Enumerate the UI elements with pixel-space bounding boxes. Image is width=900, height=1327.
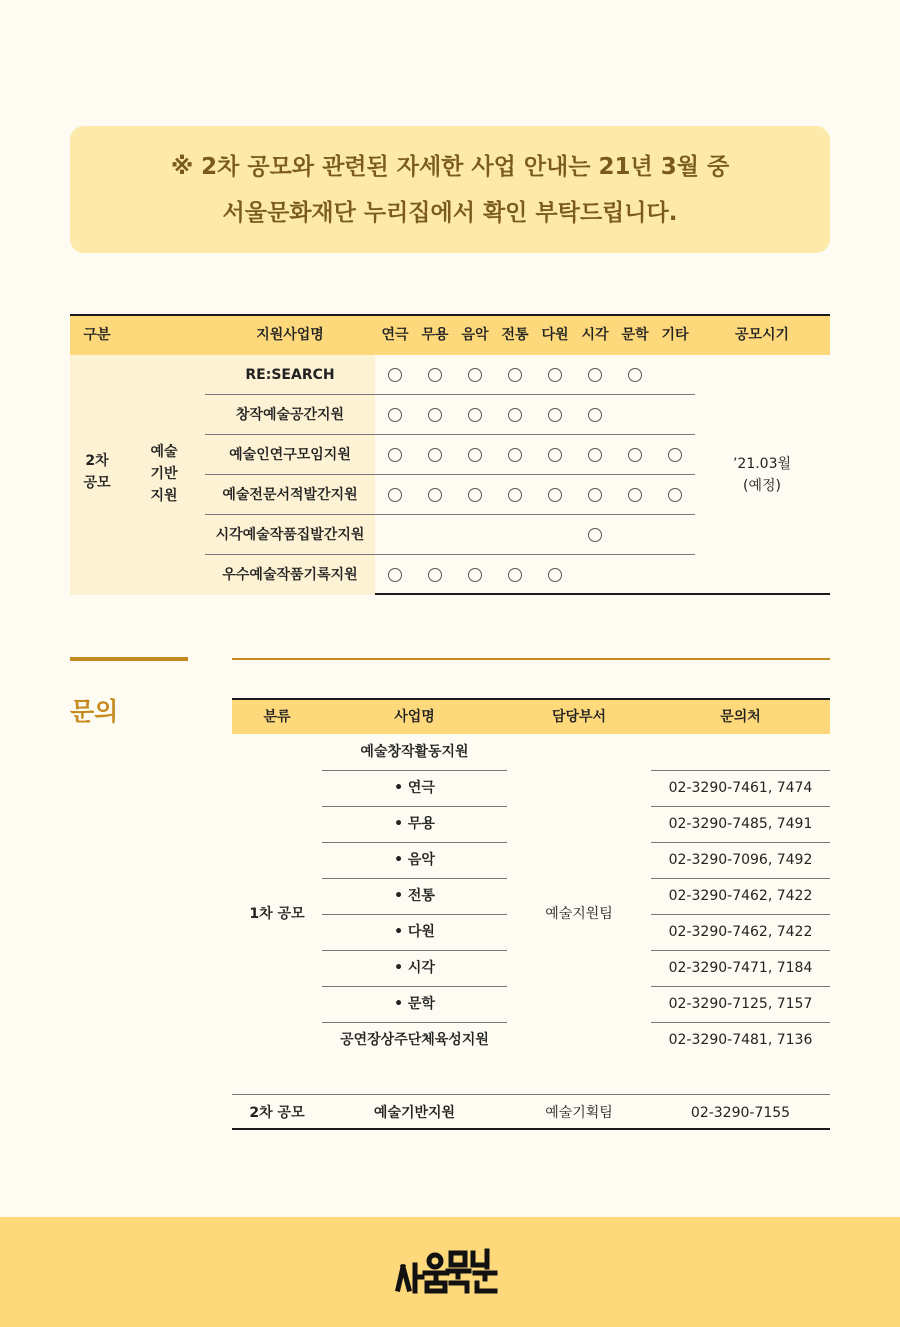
inquiry-program: 예술창작활동지원 [360, 744, 469, 760]
program-name: 시각예술작품집발간지원 [215, 527, 365, 543]
program-name: 예술인연구모임지원 [229, 447, 351, 463]
round2-contact: 02-3290-7155 [690, 1105, 791, 1121]
circle-mark-icon [508, 368, 522, 382]
inquiry-round1 [232, 734, 830, 1094]
circle-mark-icon [428, 568, 442, 582]
inquiry-contact: 02-3290-7096, 7492 [668, 852, 813, 868]
header-category: 구분 [83, 327, 111, 343]
circle-mark-icon [628, 488, 642, 502]
round2-program: 예술기반지원 [373, 1105, 456, 1121]
circle-mark-icon [428, 448, 442, 462]
schedule-row [205, 475, 695, 515]
circle-mark-icon [468, 448, 482, 462]
schedule-row [205, 555, 695, 595]
program-name: 우수예술작품기록지원 [222, 567, 358, 583]
inquiry-table [232, 698, 830, 1130]
circle-mark-icon [548, 448, 562, 462]
program-name: 창작예술공간지원 [235, 407, 345, 423]
schedule-table-header [70, 314, 830, 355]
circle-mark-icon [668, 488, 682, 502]
header-genre: 기타 [661, 327, 689, 343]
header-genre: 전통 [501, 327, 529, 343]
circle-mark-icon [428, 368, 442, 382]
header-genre: 무용 [421, 327, 449, 343]
schedule-table-body [70, 355, 830, 595]
schedule-row [205, 355, 695, 395]
header-contact: 문의처 [720, 709, 761, 725]
circle-mark-icon [628, 448, 642, 462]
header-period: 공모시기 [734, 327, 790, 343]
circle-mark-icon [508, 448, 522, 462]
inquiry-program: • 무용 [394, 816, 435, 832]
circle-mark-icon [548, 568, 562, 582]
section-bar-right [232, 658, 830, 660]
circle-mark-icon [588, 528, 602, 542]
inquiry-program: • 다원 [394, 924, 435, 940]
round2-dept: 예술기획팀 [545, 1105, 613, 1121]
period-value: ’21.03월 (예정) [732, 456, 792, 494]
circle-mark-icon [588, 368, 602, 382]
section-bar-left [70, 657, 188, 661]
footer [0, 1217, 900, 1327]
schedule-row [205, 515, 695, 555]
circle-mark-icon [428, 488, 442, 502]
notice-line-1: ※ 2차 공모와 관련된 자세한 사업 안내는 21년 3월 중 [170, 153, 730, 180]
header-genre: 연극 [381, 327, 409, 343]
header-type: 분류 [263, 709, 291, 725]
inquiry-program: • 전통 [394, 888, 435, 904]
header-program: 지원사업명 [256, 327, 324, 343]
circle-mark-icon [388, 568, 402, 582]
inquiry-program: 공연장상주단체육성지원 [340, 1032, 489, 1048]
header-program: 사업명 [394, 709, 435, 725]
schedule-row [205, 395, 695, 435]
circle-mark-icon [388, 448, 402, 462]
circle-mark-icon [548, 408, 562, 422]
header-genre: 시각 [581, 327, 609, 343]
circle-mark-icon [468, 488, 482, 502]
inquiry-contact: 02-3290-7485, 7491 [668, 816, 813, 832]
inquiry-contact: 02-3290-7462, 7422 [668, 924, 813, 940]
inquiry-contact: 02-3290-7461, 7474 [668, 780, 813, 796]
schedule-table [70, 314, 830, 595]
circle-mark-icon [508, 488, 522, 502]
circle-mark-icon [468, 368, 482, 382]
circle-mark-icon [588, 408, 602, 422]
notice-line-2: 서울문화재단 누리집에서 확인 부탁드립니다. [222, 199, 678, 226]
round-label: 2차 공모 [83, 453, 111, 491]
inquiry-program: • 시각 [394, 960, 435, 976]
group-label: 예술 기반 지원 [150, 444, 178, 504]
round1-label: 1차 공모 [249, 906, 305, 922]
header-genre: 음악 [461, 327, 489, 343]
program-name: RE:SEARCH [245, 367, 335, 383]
inquiry-title: 문의 [70, 697, 119, 726]
circle-mark-icon [628, 368, 642, 382]
circle-mark-icon [668, 448, 682, 462]
inquiry-contact: 02-3290-7462, 7422 [668, 888, 813, 904]
program-name: 예술전문서적발간지원 [222, 487, 358, 503]
inquiry-round2 [232, 1094, 830, 1130]
inquiry-program: • 문학 [394, 996, 435, 1012]
inquiry-contact: 02-3290-7125, 7157 [668, 996, 813, 1012]
circle-mark-icon [588, 488, 602, 502]
inquiry-program: • 연극 [394, 780, 435, 796]
header-genre: 다원 [541, 327, 569, 343]
schedule-row [205, 435, 695, 475]
circle-mark-icon [548, 488, 562, 502]
inquiry-program: • 음악 [394, 852, 435, 868]
circle-mark-icon [468, 568, 482, 582]
seoul-foundation-logo [395, 1245, 505, 1305]
inquiry-contact: 02-3290-7481, 7136 [668, 1032, 813, 1048]
circle-mark-icon [388, 408, 402, 422]
header-dept: 담당부서 [551, 709, 607, 725]
circle-mark-icon [388, 368, 402, 382]
logo-text: 서울문화재단 [447, 1303, 453, 1304]
row-divider [651, 770, 830, 771]
circle-mark-icon [588, 448, 602, 462]
circle-mark-icon [388, 488, 402, 502]
inquiry-table-header [232, 698, 830, 734]
circle-mark-icon [508, 408, 522, 422]
circle-mark-icon [508, 568, 522, 582]
round1-dept: 예술지원팀 [545, 906, 613, 922]
circle-mark-icon [468, 408, 482, 422]
notice-box [70, 126, 830, 253]
inquiry-contact: 02-3290-7471, 7184 [668, 960, 813, 976]
circle-mark-icon [548, 368, 562, 382]
round2-label: 2차 공모 [249, 1105, 305, 1121]
header-genre: 문학 [621, 327, 649, 343]
circle-mark-icon [428, 408, 442, 422]
